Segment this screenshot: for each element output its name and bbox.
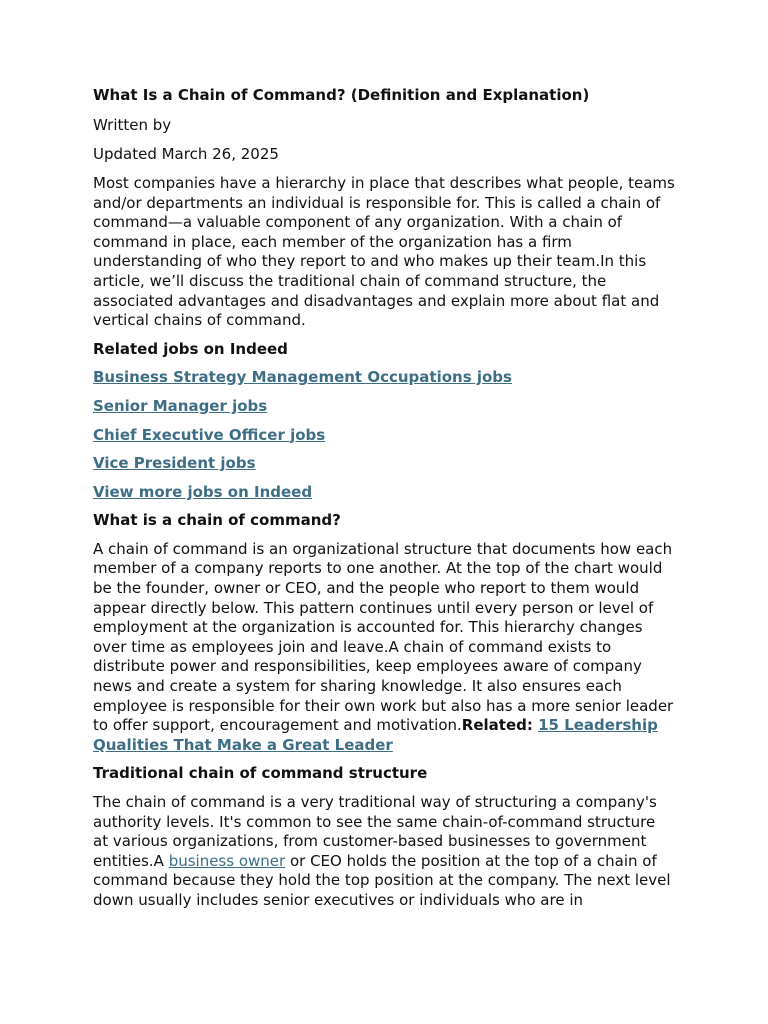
leadership-qualities-link[interactable]: 15 Leadership Qualities That Make a Great Leader xyxy=(93,716,658,754)
job-link-business-strategy[interactable]: Business Strategy Management Occupations jobs xyxy=(93,368,512,387)
article-title: What Is a Chain of Command? (Definition and Explanation) xyxy=(93,86,590,104)
business-owner-link[interactable]: business owner xyxy=(168,851,286,870)
updated-date: Updated March 26, 2025 xyxy=(93,144,279,163)
related-label: Related: xyxy=(461,716,539,735)
job-link-ceo[interactable]: Chief Executive Officer jobs xyxy=(93,425,326,444)
section-what-paragraph xyxy=(93,540,675,756)
section-heading-what: What is a chain of command? xyxy=(93,511,341,530)
traditional-body-start: The chain of command is a very traditional way of structuring a company's authority levels. It's common to see the same chain-of-command structure at various organizations, from customer-based businesses to government entities.A xyxy=(93,793,657,870)
related-jobs-heading: Related jobs on Indeed xyxy=(93,339,288,358)
job-link-senior-manager[interactable]: Senior Manager jobs xyxy=(93,396,268,415)
author-line: Written by xyxy=(93,115,172,134)
section-traditional-paragraph xyxy=(93,793,675,911)
traditional-body-end: or CEO holds the position at the top of a chain of command because they hold the top position at the company. The next level down usually includes senior executives or individuals who are in xyxy=(93,851,671,909)
view-more-jobs-link[interactable]: View more jobs on Indeed xyxy=(93,482,313,501)
job-link-vice-president[interactable]: Vice President jobs xyxy=(93,454,256,473)
section-what-body: A chain of command is an organizational structure that documents how each member of a company reports to one another. At the top of the chart would be the founder, owner or CEO, and the people who report to them would appear directly below. This pattern continues until every person or level of employment at the organization is accounted for. This hierarchy changes over time as employees join and leave.A chain of command exists to distribute power and responsibilities, keep employees aware of company news and create a system for sharing knowledge. It also ensures each employee is responsible for their own work but also has a more senior leader to offer support, encouragement and motivation. xyxy=(93,539,674,735)
section-heading-traditional: Traditional chain of command structure xyxy=(93,764,428,783)
intro-paragraph: Most companies have a hierarchy in place that describes what people, teams and/or departments an individual is responsible for. This is called a chain of command—a valuable component of any organization. With a chain of command in place, each member of the organization has a firm understanding of who they report to and who makes up their team.In this article, we’ll discuss the traditional chain of command structure, the associated advantages and disadvantages and explain more about flat and vertical chains of command. xyxy=(93,173,675,330)
